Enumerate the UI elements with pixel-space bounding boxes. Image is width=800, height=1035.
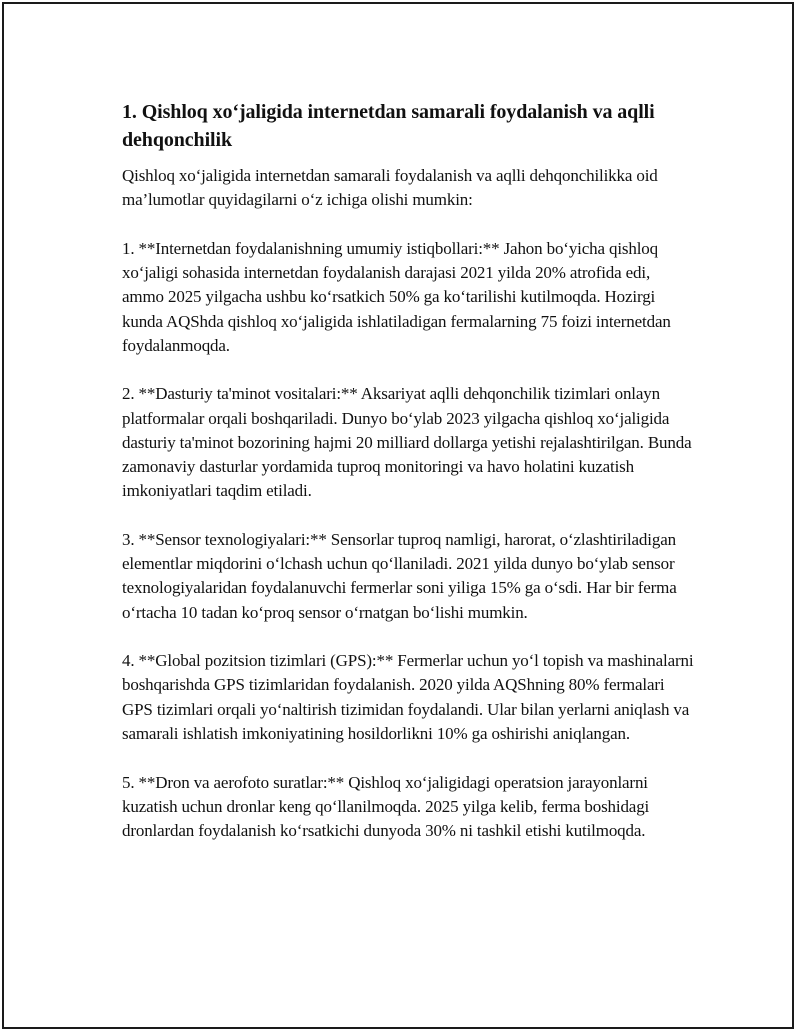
document-body	[122, 98, 694, 868]
page-frame	[2, 2, 794, 1029]
list-item-internet: 1. **Internetdan foydalanishning umumiy istiqbollari:** Jahon bo‘yicha qishloq xo‘jaligi sohasida internetdan foydalanish darajasi 2021 yilda 20% atrofida edi, ammo 2025 yilgacha ushbu ko‘rsatkich 50% ga ko‘tarilishi kutilmoqda. Hozirgi kunda AQShda qishloq xo‘jaligida ishlatiladigan fermalarning 75 foizi internetdan foydalanmoqda.	[122, 238, 671, 355]
list-item-gps: 4. **Global pozitsion tizimlari (GPS):** Fermerlar uchun yo‘l topish va mashinalarni boshqarishda GPS tizimlaridan foydalanish. 2020 yilda AQShning 80% fermalari GPS tizimlari orqali yo‘naltirish tizimidan foydalandi. Ular bilan yerlarni aniqlash va samarali ishlatish imkoniyatining hosildorlikni 10% ga oshirishi aniqlangan.	[122, 651, 694, 743]
list-item-sensors: 3. **Sensor texnologiyalari:** Sensorlar tuproq namligi, harorat, o‘zlashtiriladigan elementlar miqdorini o‘lchash uchun qo‘llaniladi. 2021 yilda dunyo bo‘ylab sensor texnologiyalaridan foydalanuvchi fermerlar soni yiliga 15% ga o‘sdi. Har bir ferma o‘rtacha 10 tadan ko‘proq sensor o‘rnatgan bo‘lishi mumkin.	[122, 529, 677, 622]
list-item-drones: 5. **Dron va aerofoto suratlar:** Qishloq xo‘jaligidagi operatsion jarayonlarni kuzatish uchun dronlar keng qo‘llanilmoqda. 2025 yilga kelib, ferma boshidagi dronlardan foydalanish ko‘rsatkichi dunyoda 30% ni tashkil etishi kutilmoqda.	[122, 772, 650, 840]
list-item-software: 2. **Dasturiy ta'minot vositalari:** Aksariyat aqlli dehqonchilik tizimlari onlayn platformalar orqali boshqariladi. Dunyo bo‘ylab 2023 yilgacha qishloq xo‘jaligida dasturiy ta'minot bozorining hajmi 20 milliard dollarga yetishi rejalashtirilgan. Bunda zamonaviy dasturlar yordamida tuproq monitoringi va havo holatini kuzatish imkoniyatlari taqdim etiladi.	[122, 384, 692, 501]
section-heading: 1. Qishloq xo‘jaligida internetdan samarali foydalanish va aqlli dehqonchilik	[122, 101, 655, 151]
intro-paragraph: Qishloq xo‘jaligida internetdan samarali foydalanish va aqlli dehqonchilikka oid ma’lumotlar quyidagilarni o‘z ichiga olishi mumkin:	[122, 166, 658, 210]
